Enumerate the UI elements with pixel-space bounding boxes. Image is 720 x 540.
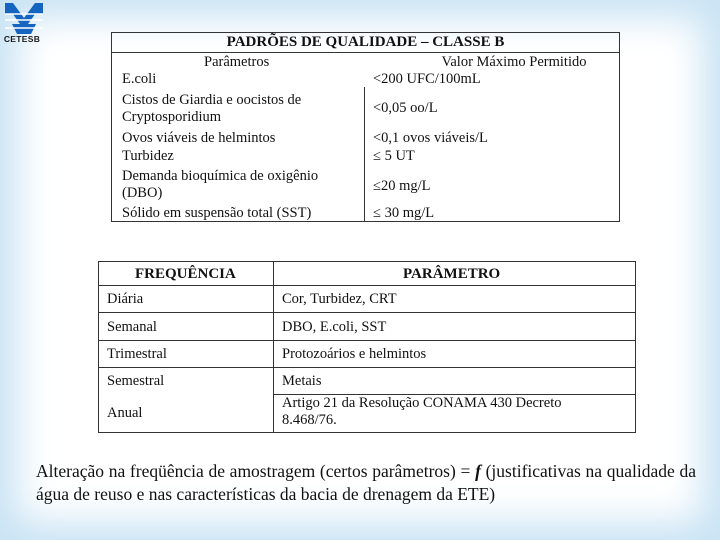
table-row [99,367,635,395]
table-row [99,285,635,313]
table1-header-value: Valor Máximo Permitido [441,54,587,70]
table1-param: Cistos de Giardia e oocistos de Cryptosporidium [122,92,302,125]
table2-header-parameter: PARÂMETRO [403,266,501,282]
quality-standards-table [111,32,620,222]
table2-frequency: Diária [107,291,144,307]
table1-column-divider [364,87,365,222]
table1-param: Sólido em suspensão total (SST) [122,205,312,221]
footer-f-symbol: f [475,461,481,481]
table1-value: <0,1 ovos viáveis/L [373,130,488,146]
table1-value: ≤ 5 UT [373,148,415,164]
footer-text-before: Alteração na freqüência de amostragem (certos parâmetros) [36,461,456,481]
table-row [99,312,635,340]
footer-text-after: (justificativas na qualidade da água de reuso e nas características da bacia de drenagem da ETE) [36,461,697,504]
table2-frequency: Trimestral [107,346,167,362]
logo-text: CETESB [3,34,41,44]
table1-param: Turbidez [122,148,174,164]
table1-title: PADRÕES DE QUALIDADE – CLASSE B [112,34,619,53]
table2-frequency: Semestral [107,373,165,389]
logo-mark-icon [4,2,44,36]
table1-value: <0,05 oo/L [373,100,438,116]
table2-frequency: Semanal [107,319,157,335]
table2-parameter: DBO, E.coli, SST [282,319,387,335]
footer-equals: = [455,461,476,481]
table2-parameter: Cor, Turbidez, CRT [282,291,397,307]
table1-value: ≤20 mg/L [373,178,431,194]
frequency-table [98,261,636,433]
table2-parameter: Metais [282,373,322,389]
table1-param: Ovos viáveis de helmintos [122,130,276,146]
table1-value: ≤ 30 mg/L [373,205,435,221]
table2-parameter: Protozoários e helmintos [282,346,427,362]
table2-header-frequency: FREQUÊNCIA [135,266,236,282]
table1-param: E.coli [122,71,157,87]
table1-value: <200 UFC/100mL [373,71,481,87]
table2-parameter: Artigo 21 da Resolução CONAMA 430 Decreto 8.468/76. [282,395,562,428]
table-row [99,340,635,368]
table2-frequency: Anual [107,405,143,421]
table1-header-param: Parâmetros [204,54,270,70]
footer-note [36,460,696,506]
table1-param: Demanda bioquímica de oxigênio (DBO) [122,168,319,201]
